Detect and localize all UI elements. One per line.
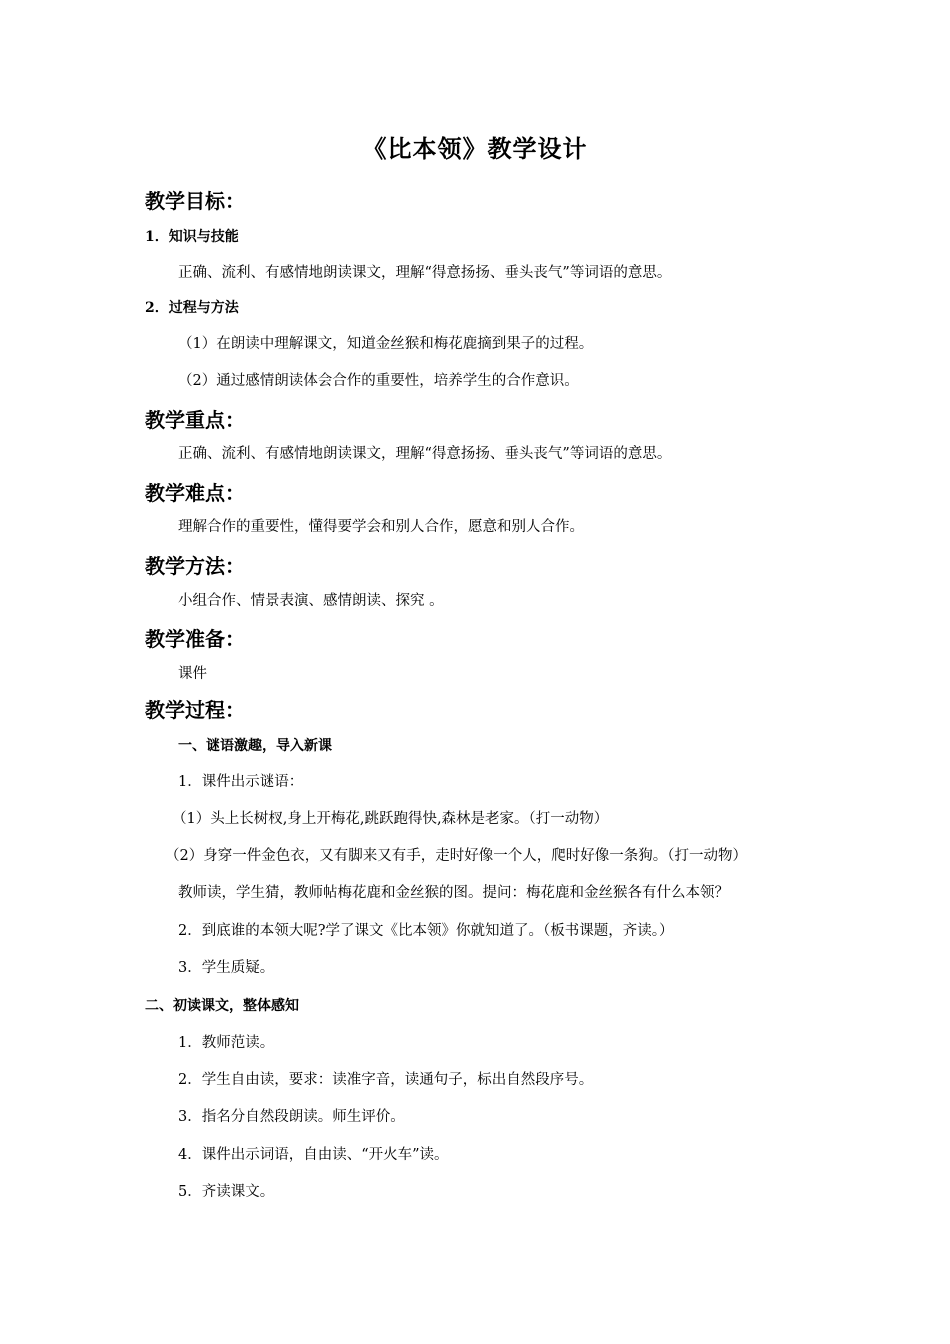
process-part-1-line-5: 2．到底谁的本领大呢?学了课文《比本领》你就知道了。（板书课题，齐读。）	[178, 923, 674, 939]
objectives-section-2-item-1: （1）在朗读中理解课文，知道金丝猴和梅花鹿摘到果子的过程。	[178, 336, 594, 352]
process-part-1-heading: 一、谜语激趣，导入新课	[178, 738, 332, 754]
preparation-heading: 教学准备：	[145, 627, 245, 651]
process-part-1-line-1: 1．课件出示谜语：	[178, 774, 304, 790]
key-points-heading: 教学重点：	[145, 408, 245, 432]
process-part-1-line-2: （1）头上长树杈,身上开梅花,跳跃跑得快,森林是老家。（打一动物）	[172, 811, 609, 827]
methods-text: 小组合作、情景表演、感情朗读、探究 。	[178, 593, 444, 609]
document-title: 《比本领》教学设计	[362, 134, 588, 163]
objectives-section-1-heading: 1．知识与技能	[145, 229, 239, 245]
process-part-2-line-5: 5．齐读课文。	[178, 1184, 275, 1200]
objectives-heading: 教学目标：	[145, 189, 245, 213]
process-part-2-line-1: 1．教师范读。	[178, 1035, 275, 1051]
process-part-2-heading: 二、初读课文，整体感知	[145, 998, 299, 1014]
difficulties-text: 理解合作的重要性，懂得要学会和别人合作，愿意和别人合作。	[178, 519, 584, 535]
process-heading: 教学过程：	[145, 698, 245, 722]
process-part-2-line-3: 3．指名分自然段朗读。师生评价。	[178, 1109, 405, 1125]
objectives-section-2-heading: 2．过程与方法	[145, 300, 239, 316]
difficulties-heading: 教学难点：	[145, 481, 245, 505]
preparation-text: 课件	[178, 666, 207, 682]
objectives-section-1-item: 正确、流利、有感情地朗读课文，理解“得意扬扬、垂头丧气”等词语的意思。	[178, 265, 672, 281]
process-part-1-line-3: （2）身穿一件金色衣，又有脚来又有手，走时好像一个人，爬时好像一条狗。（打一动物）	[165, 848, 747, 864]
key-points-text: 正确、流利、有感情地朗读课文，理解“得意扬扬、垂头丧气”等词语的意思。	[178, 446, 672, 462]
process-part-2-line-2: 2．学生自由读，要求：读准字音，读通句子，标出自然段序号。	[178, 1072, 594, 1088]
objectives-section-2-item-2: （2）通过感情朗读体会合作的重要性，培养学生的合作意识。	[178, 373, 579, 389]
process-part-2-line-4: 4．课件出示词语，自由读、“开火车”读。	[178, 1147, 449, 1163]
methods-heading: 教学方法：	[145, 554, 245, 578]
process-part-1-line-6: 3．学生质疑。	[178, 960, 275, 976]
process-part-1-line-4: 教师读，学生猜，教师帖梅花鹿和金丝猴的图。提问：梅花鹿和金丝猴各有什么本领？	[178, 885, 729, 901]
